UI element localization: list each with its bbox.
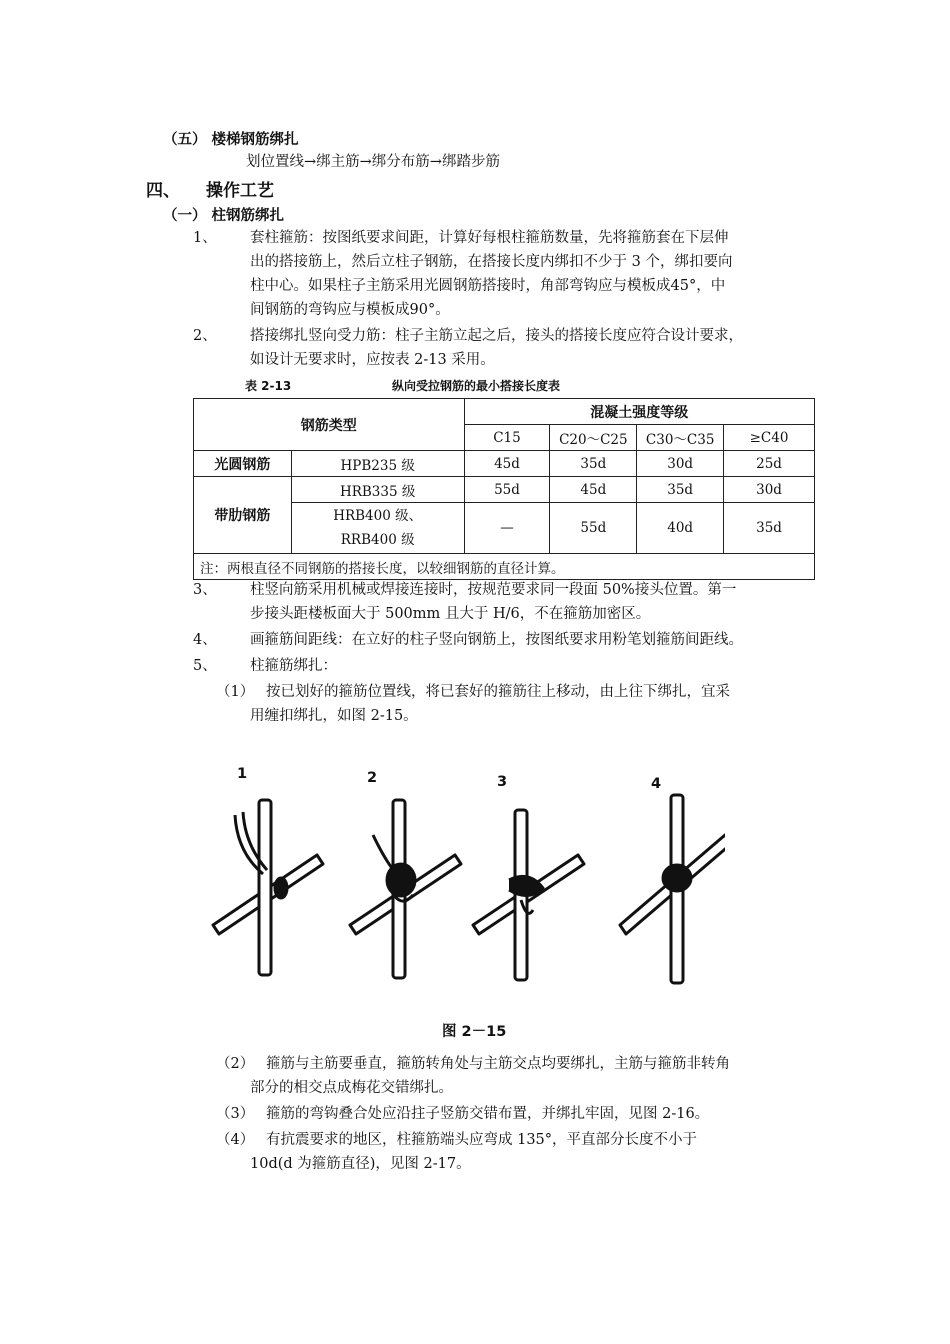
item-number: 2、 xyxy=(193,328,217,344)
item-number: 1、 xyxy=(193,230,217,246)
table-cell: 55d xyxy=(550,503,637,554)
step-label: 1 xyxy=(237,766,248,782)
table-cell: 40d xyxy=(637,503,724,554)
table-note: 注：两根直径不同钢筋的搭接长度，以较细钢筋的直径计算。 xyxy=(194,554,815,580)
step-label: 3 xyxy=(497,774,508,790)
table-cell: 35d xyxy=(550,451,637,477)
table-grade-cell: C20～C25 xyxy=(550,425,637,451)
sub-item-number: （4） xyxy=(216,1132,255,1148)
sub-item-number: （2） xyxy=(216,1056,255,1072)
section-heading-stair: （五） 楼梯钢筋绑扎 xyxy=(163,132,299,148)
item-line: 如设计无要求时，应按表 2-13 采用。 xyxy=(250,352,495,368)
table-cell: 45d xyxy=(464,451,550,477)
stair-process-flow: 划位置线→绑主筋→绑分布筋→绑踏步筋 xyxy=(246,154,500,170)
sub-item-line: 按已划好的箍筋位置线，将已套好的箍筋往上移动，由上往下绑扎，宜采 xyxy=(266,684,730,700)
tie-step-4 xyxy=(620,795,725,983)
figure-caption: 图 2－15 xyxy=(442,1024,507,1040)
table-grade-cell: ≥C40 xyxy=(724,425,815,451)
table-cell: 45d xyxy=(550,477,637,503)
item-number: 4、 xyxy=(193,632,217,648)
table-cell: 35d xyxy=(724,503,815,554)
item-line: 套柱箍筋：按图纸要求间距，计算好每根柱箍筋数量，先将箍筋套在下层伸 xyxy=(250,230,729,246)
table-cell: — xyxy=(464,503,550,554)
item-line: 搭接绑扎竖向受力筋：柱子主筋立起之后，接头的搭接长度应符合设计要求， xyxy=(250,328,743,344)
tie-steps-figure xyxy=(205,760,725,1000)
step-label: 2 xyxy=(367,770,378,786)
table-grade-cell: C15 xyxy=(464,425,550,451)
table-header-type: 钢筋类型 xyxy=(194,399,465,451)
step-label: 4 xyxy=(651,776,662,792)
sub-item-line: 10d(d 为箍筋直径)，见图 2-17。 xyxy=(250,1156,471,1172)
sub-item-line: 部分的相交点成梅花交错绑扎。 xyxy=(250,1080,453,1096)
lap-length-table xyxy=(193,398,815,580)
table-caption-title: 纵向受拉钢筋的最小搭接长度表 xyxy=(392,379,561,393)
item-number: 3、 xyxy=(193,582,217,598)
table-group-ribbed: 带肋钢筋 xyxy=(194,477,292,554)
item-line: 出的搭接筋上，然后立柱子钢筋，在搭接长度内绑扣不少于 3 个，绑扣要向 xyxy=(250,254,733,270)
item-line: 画箍筋间距线：在立好的柱子竖向钢筋上，按图纸要求用粉笔划箍筋间距线。 xyxy=(250,632,743,648)
tie-steps-illustration xyxy=(205,760,725,1000)
table-cell: 30d xyxy=(724,477,815,503)
table-grade-cell: C30～C35 xyxy=(637,425,724,451)
sub-item-line: 用缠扣绑扎，如图 2-15。 xyxy=(250,708,418,724)
table-group-plain: 光圆钢筋 xyxy=(194,451,292,477)
tie-step-3 xyxy=(473,810,584,980)
sub-item-number: （3） xyxy=(216,1106,255,1122)
item-line: 柱箍筋绑扎： xyxy=(250,658,337,674)
table-cell: 55d xyxy=(464,477,550,503)
table-header-grade: 混凝土强度等级 xyxy=(464,399,814,425)
item-line: 步接头距楼板面大于 500mm 且大于 H/6，不在箍筋加密区。 xyxy=(250,606,651,622)
table-spec-cell: HRB335 级 xyxy=(291,477,464,503)
table-cell: 30d xyxy=(637,451,724,477)
subsection-heading-column: （一） 柱钢筋绑扎 xyxy=(163,208,285,224)
table-caption-number: 表 2-13 xyxy=(245,379,292,393)
sub-item-line: 箍筋与主筋要垂直，箍筋转角处与主筋交点均要绑扎，主筋与箍筋非转角 xyxy=(266,1056,730,1072)
table-spec-cell: HPB235 级 xyxy=(291,451,464,477)
table-spec-cell: HRB400 级、RRB400 级 xyxy=(291,503,464,554)
sub-item-number: （1） xyxy=(216,684,255,700)
tie-step-2 xyxy=(350,800,461,978)
item-line: 间钢筋的弯钩应与模板成90°。 xyxy=(250,302,450,318)
item-number: 5、 xyxy=(193,658,217,674)
tie-step-1 xyxy=(213,800,323,975)
section-title: 操作工艺 xyxy=(206,181,274,201)
item-line: 柱中心。如果柱子主筋采用光圆钢筋搭接时，角部弯钩应与模板成45°，中 xyxy=(250,278,726,294)
item-line: 柱竖向筋采用机械或焊接连接时，按规范要求同一段面 50%接头位置。第一 xyxy=(250,582,737,598)
table-cell: 25d xyxy=(724,451,815,477)
sub-item-line: 箍筋的弯钩叠合处应沿拄子竖筋交错布置，并绑扎牢固，见图 2-16。 xyxy=(266,1106,710,1122)
sub-item-line: 有抗震要求的地区，柱箍筋端头应弯成 135°，平直部分长度不小于 xyxy=(266,1132,698,1148)
table-cell: 35d xyxy=(637,477,724,503)
section-number: 四、 xyxy=(146,181,180,201)
